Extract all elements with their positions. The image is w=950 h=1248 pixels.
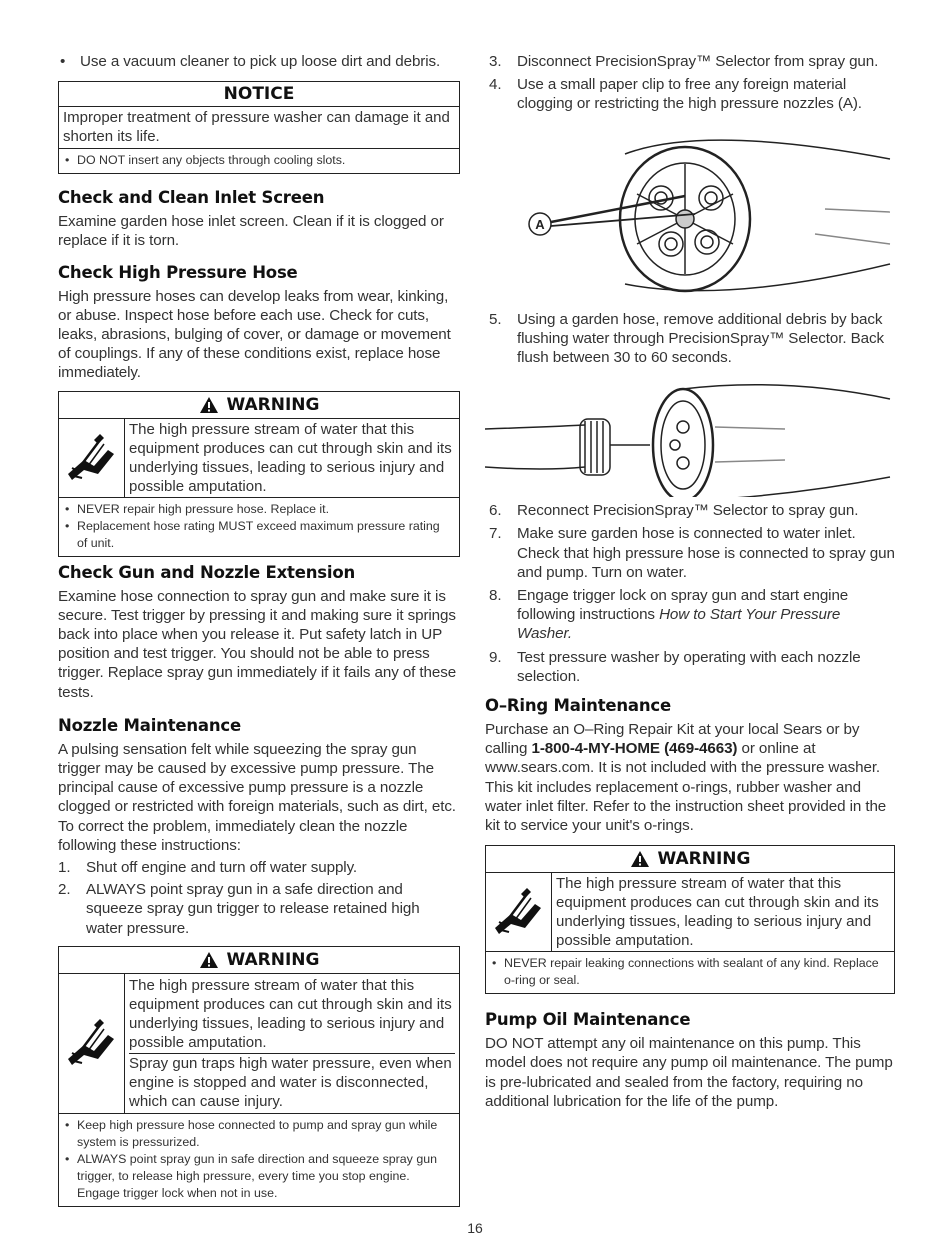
step-item: 6. Reconnect PrecisionSpray™ Selector to spray gun. [489, 502, 859, 520]
warning-title-1: WARNING [59, 392, 459, 419]
oring-heading: O–Ring Maintenance [485, 696, 671, 716]
warning-1-item: • Replacement hose rating MUST exceed maximum pressure rating of unit. [65, 518, 453, 552]
warning-box-1 [58, 391, 460, 557]
figure-label-a: A [535, 216, 545, 232]
hand-injection-hazard-icon [59, 974, 125, 1113]
hand-injection-hazard-icon [486, 873, 552, 951]
warning-triangle-icon [199, 951, 219, 969]
nozzle-selector-figure [485, 114, 895, 304]
warning-3-list [486, 952, 894, 993]
step-item: 9. Test pressure washer by operating with each nozzle selection. [489, 648, 861, 685]
step-item: 5. Using a garden hose, remove additional debris by back flushing water through PrecisionSpray™ Selector. Back flush between 30 to 60 seconds. [489, 310, 884, 367]
page-number: 16 [467, 1220, 483, 1236]
gun-heading: Check Gun and Nozzle Extension [58, 562, 356, 582]
warning-title-2: WARNING [59, 947, 459, 974]
nozzle-body: A pulsing sensation felt while squeezing the spray gun trigger may be caused by excessive pump pressure. The principal cause of excessive pump pressure is a nozzle clogged or restricted with foreign materials, such as dirt, etc. To correct the problem, immediately clean the nozzle following these instructions: [58, 740, 456, 854]
vacuum-bullet: • Use a vacuum cleaner to pick up loose dirt and debris. [58, 52, 460, 71]
notice-item: • DO NOT insert any objects through cooling slots. [65, 152, 453, 169]
right-column [485, 52, 895, 1111]
inlet-body: Examine garden hose inlet screen. Clean if it is clogged or replace if it is torn. [58, 213, 444, 250]
warning-2-item: • ALWAYS point spray gun in safe direction and squeeze spray gun trigger, to release high pressure, every time you stop engine. Engage trigger lock when not in use. [65, 1151, 453, 1202]
step-item: 4. Use a small paper clip to free any foreign material clogging or restricting the high pressure nozzles (A). [489, 76, 862, 113]
gun-body: Examine hose connection to spray gun and make sure it is secure. Test trigger by pressing it and making sure it springs back into place when you release it. Put safety latch in UP position and test trigger. You should not be able to press trigger. Replace spray gun immediately if it fails any of these tests. [58, 587, 457, 701]
step-item: 7. Make sure garden hose is connected to water inlet. Check that high pressure hose is connected to spray gun and pump. Turn on water. [489, 525, 895, 581]
warning-title-3: WARNING [486, 846, 894, 873]
warning-triangle-icon [199, 396, 219, 414]
inlet-heading: Check and Clean Inlet Screen [58, 188, 325, 208]
hand-injection-hazard-icon [59, 419, 125, 497]
notice-body: Improper treatment of pressure washer can damage it and shorten its life. [59, 107, 459, 149]
warning-2-text: The high pressure stream of water that this equipment produces can cut through skin and its underlying tissues, leading to serious injury and possible amputation. [129, 976, 452, 1051]
step-item: 3. Disconnect PrecisionSpray™ Selector from spray gun. [489, 53, 879, 70]
warning-1-text: The high pressure stream of water that this equipment produces can cut through skin and its underlying tissues, leading to serious injury and possible amputation. [129, 420, 452, 495]
warning-1-list [59, 498, 459, 556]
nozzle-step: 1. Shut off engine and turn off water supply. [58, 859, 358, 877]
notice-list [59, 149, 459, 173]
hose-body: High pressure hoses can develop leaks from wear, kinking, or abuse. Inspect hose before each use. Check for cuts, leaks, abrasions, bulging of cover, or damage or movement of couplings. If any of these conditions exist, replace hose immediately. [58, 287, 451, 382]
pump-body: DO NOT attempt any oil maintenance on this pump. This model does not require any pump oil maintenance. The pump is pre-lubricated and sealed from the factory, requiring no additional lubrication for the life of the pump. [485, 1035, 893, 1110]
warning-3-item: • NEVER repair leaking connections with sealant of any kind. Replace o-ring or seal. [492, 955, 888, 989]
warning-1-item: • NEVER repair high pressure hose. Replace it. [65, 501, 453, 518]
nozzle-step: 2. ALWAYS point spray gun in a safe direction and squeeze spray gun trigger to release retained high water pressure. [58, 881, 420, 937]
step-item: 8. Engage trigger lock on spray gun and start engine following instructions How to Start Your Pressure Washer. [489, 587, 849, 643]
warning-box-3 [485, 845, 895, 994]
warning-2-list [59, 1114, 459, 1206]
notice-title: NOTICE [59, 82, 459, 107]
phone-number: 1-800-4-MY-HOME (469-4663) [531, 740, 738, 758]
warning-2-text: Spray gun traps high water pressure, even when engine is stopped and water is disconnected, which can cause injury. [129, 1053, 455, 1111]
warning-triangle-icon [630, 850, 650, 868]
hose-heading: Check High Pressure Hose [58, 262, 298, 282]
warning-3-text: The high pressure stream of water that this equipment produces can cut through skin and its underlying tissues, leading to serious injury and possible amputation. [556, 875, 879, 950]
back-flush-figure [485, 367, 895, 497]
left-column [58, 52, 460, 1207]
notice-box [58, 81, 460, 174]
nozzle-heading: Nozzle Maintenance [58, 715, 241, 735]
oring-body: Purchase an O–Ring Repair Kit at your local Sears or by calling 1-800-4-MY-HOME (469-4663) or online at www.sears.com. It is not included with the pressure washer. This kit includes replacement o-rings, rubber washer and water inlet filter. Refer to the instruction sheet provided in the kit to service your unit's o-rings. [485, 721, 887, 835]
warning-box-2 [58, 946, 460, 1207]
pump-heading: Pump Oil Maintenance [485, 1010, 691, 1030]
warning-2-item: • Keep high pressure hose connected to pump and spray gun while system is pressurized. [65, 1117, 453, 1151]
